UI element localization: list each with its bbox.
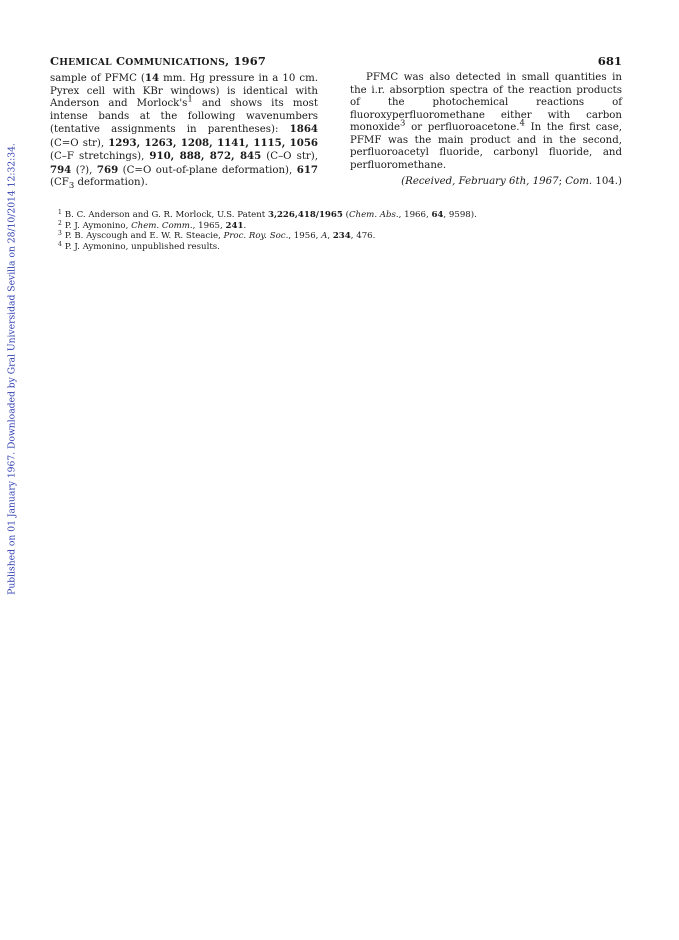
text-run: or perfluoroacetone. bbox=[405, 122, 520, 133]
right-paragraph bbox=[350, 72, 622, 172]
reference-item bbox=[58, 242, 622, 253]
reference-text: , 9598). bbox=[443, 210, 477, 220]
reference-text: P. J. Aymonino, unpublished results. bbox=[64, 241, 220, 252]
left-paragraph bbox=[50, 72, 318, 190]
reference-marker: 4 bbox=[519, 118, 525, 129]
text-run: (C=O out-of-plane deformation), bbox=[118, 164, 297, 176]
text-run: (?), bbox=[71, 164, 97, 176]
reference-text: , 476. bbox=[350, 231, 376, 242]
text-run: (C–F stretchings), bbox=[50, 151, 150, 162]
right-column bbox=[350, 72, 622, 189]
reference-text: 234 bbox=[332, 231, 351, 242]
com-number: ; Com. 104.) bbox=[558, 176, 622, 187]
journal-title-text: CHEMICAL COMMUNICATIONS, 1967 bbox=[50, 54, 266, 68]
reference-number: 4 bbox=[58, 240, 62, 248]
reference-marker: 1 bbox=[187, 94, 193, 105]
bold-value: 910, 888, 872, 845 bbox=[149, 150, 262, 162]
text-run: sample of PFMC ( bbox=[50, 73, 145, 84]
text-run: PFMC was also detected in small quantities in the i.r. absorption spectra of the reaction products of the photochemical reactions of fluoroxyperfluoromethane either with carbon monoxide bbox=[350, 72, 622, 133]
text-run: mm. Hg pressure in a 10 cm. Pyrex cell with KBr windows) is identical with Anderson and Morlock's bbox=[50, 73, 318, 109]
reference-number: 2 bbox=[58, 219, 62, 227]
left-column bbox=[50, 72, 318, 190]
bold-value: 769 bbox=[96, 163, 119, 176]
reference-text: B. C. Anderson and G. R. Morlock, U.S. Patent bbox=[64, 210, 268, 220]
page-header bbox=[50, 54, 622, 70]
reference-text: Chem. Abs. bbox=[348, 210, 399, 220]
download-notice-text[interactable]: Published on 01 January 1967. Downloaded by Gral Universidad Sevilla on 28/10/2014 12:32:34. bbox=[6, 143, 18, 595]
reference-text: , 1966, bbox=[398, 210, 432, 220]
reference-text: A bbox=[321, 231, 328, 242]
reference-text: 64 bbox=[431, 210, 444, 220]
page-number: 681 bbox=[597, 54, 622, 68]
bold-value: 1293, 1263, 1208, 1141, 1115, 1056 bbox=[108, 136, 318, 149]
text-run: In the first case, PFMF was the main product and in the second, perfluoroacetyl fluoride, carbonyl fluoride, and perfluoromethane. bbox=[350, 122, 622, 171]
text-run: and shows its most intense bands at the following wavenumbers (tentative assignments in parentheses): bbox=[50, 98, 318, 135]
received-date bbox=[350, 176, 622, 189]
reference-number: 1 bbox=[58, 209, 62, 216]
reference-item bbox=[58, 210, 622, 221]
bold-value: 617 bbox=[296, 163, 318, 176]
reference-text: Proc. Roy. Soc. bbox=[223, 231, 289, 242]
subscript: 3 bbox=[68, 181, 75, 192]
reference-text: , 1956, bbox=[288, 231, 322, 242]
text-run: deformation). bbox=[74, 177, 148, 188]
reference-number: 3 bbox=[58, 230, 62, 238]
reference-text: 3,226,418/1965 bbox=[267, 210, 343, 220]
bold-value: 794 bbox=[50, 163, 72, 176]
reference-text: P. B. Ayscough and E. W. R. Steacie, bbox=[64, 231, 224, 242]
received-text: (Received, February 6th, 1967 bbox=[401, 176, 559, 187]
reference-text: Chem. Comm. bbox=[131, 220, 193, 231]
reference-text: , bbox=[327, 231, 333, 242]
text-run: (C–O str), bbox=[261, 151, 318, 162]
reference-marker: 3 bbox=[400, 118, 406, 129]
reference-text: , 1965, bbox=[192, 220, 226, 231]
reference-text: P. J. Aymonino, bbox=[64, 220, 132, 231]
reference-text: 241 bbox=[225, 220, 244, 231]
text-run: (C=O str), bbox=[50, 137, 109, 149]
reference-item bbox=[58, 221, 622, 232]
reference-text: . bbox=[243, 220, 247, 231]
bold-value: 1864 bbox=[289, 123, 318, 135]
reference-list bbox=[58, 210, 622, 252]
download-notice bbox=[5, 143, 19, 595]
bold-value: 14 bbox=[144, 72, 160, 84]
reference-item bbox=[58, 231, 622, 242]
journal-title bbox=[50, 54, 266, 68]
reference-text: ( bbox=[342, 210, 349, 220]
text-run: (CF bbox=[50, 177, 69, 188]
